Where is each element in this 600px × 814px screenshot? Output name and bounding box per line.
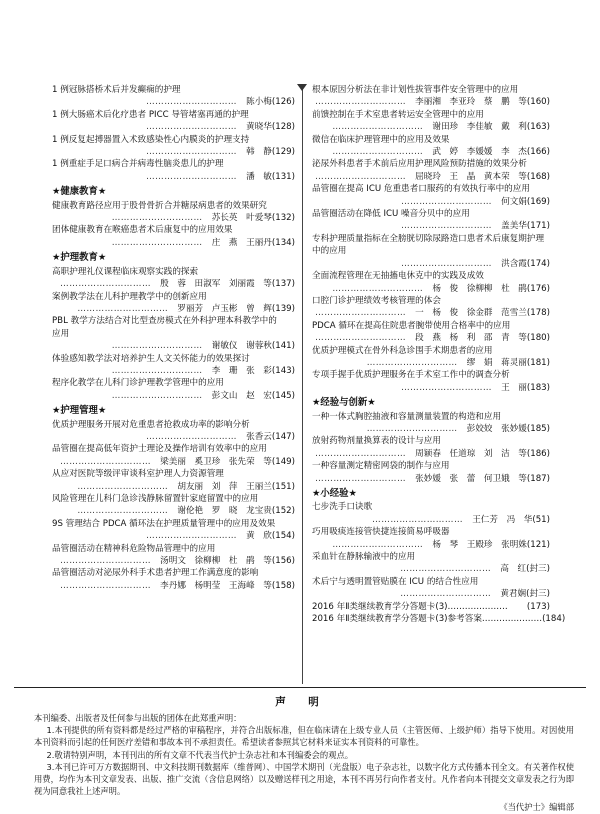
toc-entry-title: 品管圈活动对泌尿外科手术患者护理工作满意度的影响 <box>52 568 259 579</box>
toc-entry-title: 团体健康教育在喉癌患者术后康复中的应用效果 <box>52 225 233 236</box>
toc-entry-title: 1 例冠脉搭桥术后并发癫痫的护理 <box>52 85 181 95</box>
toc-entry <box>312 501 550 526</box>
toc-entry-author: ………………………… 杨 琴 王殿珍 张明姝(121) <box>332 539 550 550</box>
toc-entry-author: ………………………… 庄 燕 王丽丹(134) <box>111 237 295 248</box>
section-heading: ★护理管理★ <box>52 405 107 417</box>
toc-entry-author: ………………………… 罗丽芳 卢玉彬 曾 辉(139) <box>77 303 295 314</box>
toc-entry-title: 一种一体式胸腔抽液和容量测量装置的构造和应用 <box>312 411 502 422</box>
toc-entry-author: ………………………… 高 红(封三) <box>400 564 550 575</box>
toc-entry-title: 高职护理礼仪课程临床观察实践的探索 <box>52 266 199 277</box>
toc-entry-title: 品管圈活动在精神科危险物品管理中的应用 <box>52 543 216 554</box>
toc-entry: 2016 年Ⅱ类继续教育学分答题卡(3) ………………… (173) <box>312 601 550 612</box>
toc-entry <box>52 158 295 183</box>
toc-entry <box>312 411 550 436</box>
toc-entry <box>312 84 550 109</box>
toc-entry-author: ………………………… 一 杨 俊 徐金群 范雪兰(178) <box>315 308 550 319</box>
toc-entry-title: 泌尿外科患者手术前后应用护理风险预防措施的效果分析 <box>312 159 527 170</box>
toc-entry <box>52 200 295 225</box>
toc-entry-title: 体验感知教学法对培养护生人文关怀能力的效果探讨 <box>52 353 250 364</box>
declaration-body <box>34 712 574 814</box>
toc-entry-author: ………………………… 洪含霞(174) <box>401 258 550 269</box>
toc-entry-author: ………………………… 陈小梅(126) <box>146 97 295 108</box>
toc-entry <box>312 435 550 460</box>
toc-entry <box>312 526 550 551</box>
toc-entry-author: ………………………… 李 珊 张 彩(143) <box>111 365 295 376</box>
toc-entry <box>52 543 295 568</box>
declaration-intro: 本刊编委、出版者及任何参与出版的团体在此郑重声明： <box>34 713 242 723</box>
toc-entry-title: 根本原因分析法在非计划性拔管事件安全管理中的应用 <box>312 85 519 95</box>
toc-entry <box>52 291 295 316</box>
toc-entry <box>312 369 550 394</box>
toc-entry <box>312 233 550 270</box>
toc-entry-author: ………………………… 盖美华(171) <box>401 221 550 232</box>
toc-entry-author: ………………………… 谢田珍 李佳敏 戴 利(163) <box>332 122 550 133</box>
top-rule <box>14 687 586 688</box>
declaration-item-3: 3.本刊已许可万方数据期刊、中文科技期刊数据库（维普网）、中国学术期刊（光盘版）电子杂志社，以数字化方式传播本刊全文。有关著作权使用费，均作为本刊文章发表、出版、推广交流（含信息网络）以及赠送样刊之用途，本刊不再另行向作者支付。凡作者向本刊提交文章发表之行为即视为同意我社上述声明。 <box>34 761 574 797</box>
toc-entry-title: 2016 年Ⅱ类继续教育学分答题卡(3)参考答案 <box>312 614 482 625</box>
toc-entry-title: 专科护理质量指标在全膀胱切除尿路造口患者术后康复期护理 <box>312 233 545 244</box>
toc-entry-author: ………………………… 彭姣姣 张妙媛(185) <box>366 423 550 434</box>
declaration-title: 声 明 <box>275 696 325 708</box>
toc-entry-page: (184) <box>542 614 566 625</box>
toc-entry <box>312 320 550 345</box>
toc-entry-title: 案例教学法在儿科护理教学中的创新应用 <box>52 291 207 302</box>
toc-entry-title: 2016 年Ⅱ类继续教育学分答题卡(3) <box>312 601 448 612</box>
toc-entry-title: 采血针在静脉输液中的应用 <box>312 552 416 563</box>
toc-entry-title: 优质护理服务开展对危重患者抢救成功率的影响分析 <box>52 419 250 430</box>
toc-entry-title: 全面流程管理在无抽搐电休克中的实践及成效 <box>312 271 484 282</box>
section-heading: ★护理教育★ <box>52 252 107 264</box>
toc-entry-author: ………………………… 韩 静(129) <box>146 147 295 158</box>
toc-entry-author: ………………………… 苏长英 叶爱琴(132) <box>111 213 295 224</box>
toc-entry-title: 七步洗手口诀歌 <box>312 502 373 513</box>
toc-entry-author: ………………………… 谢伦艳 罗 晓 龙宝贵(152) <box>77 506 295 517</box>
toc-entry-author: ………………………… 王仁芳 冯 华(51) <box>372 514 550 525</box>
toc-entry-title: 微信在临床护理管理中的应用及效果 <box>312 134 450 145</box>
toc-entry-title: 9S 管理结合 PDCA 循环法在护理质量管理中的应用及效果 <box>52 518 276 529</box>
toc-entry-author: ………………………… 黄晓华(128) <box>146 122 295 133</box>
section-heading: ★经验与创新★ <box>312 397 376 409</box>
toc-entry-title: 术后宁与透明置管贴膜在 ICU 的结合性应用 <box>312 576 479 587</box>
toc-entry-title: 口腔门诊护理绩效考核管理的体会 <box>312 295 441 306</box>
toc-entry <box>52 419 295 444</box>
toc-entry <box>312 345 550 370</box>
toc-entry-title: 一种容量测定精密网袋的制作与应用 <box>312 461 450 472</box>
toc-entry-author: ………………………… 缪 娟 蒋灵丽(181) <box>366 357 550 368</box>
toc-entry-title: 前馈控制在手术室患者转运安全管理中的应用 <box>312 109 484 120</box>
toc-entry-title-cont: 应用 <box>52 328 70 339</box>
toc-entry-author: ………………………… 张香云(147) <box>146 431 295 442</box>
toc-entry-author: ………………………… 杨 俊 徐柳柳 杜 鹃(176) <box>332 283 550 294</box>
toc-entry <box>52 468 295 493</box>
toc-entry <box>312 576 550 601</box>
toc-entry <box>312 551 550 576</box>
toc-entry <box>52 134 295 159</box>
toc-entry-author: ………………………… 彭文山 赵 宏(145) <box>111 390 295 401</box>
toc-entry <box>52 377 295 402</box>
toc-entry-title: 健康教育路径应用于股骨骨折合并糖尿病患者的效果研究 <box>52 200 267 211</box>
toc-entry-author: ………………………… 梁美丽 奚卫珍 张先荣 等(149) <box>60 456 295 467</box>
toc-entry-title: 专项手握手优质护理服务在手术室工作中的调查分析 <box>312 370 510 381</box>
toc-entry-author: ………………………… 张妙媛 张 蕾 何卫娥 等(187) <box>315 473 550 484</box>
toc-entry <box>52 493 295 518</box>
toc-entry <box>312 109 550 134</box>
toc-entry <box>52 109 295 134</box>
toc-entry-author: ………………………… 殷 蓉 田淑军 刘丽霞 等(137) <box>60 279 295 290</box>
toc-entry-author: ………………………… 李丽湘 李亚玲 蔡 鹏 等(160) <box>315 97 550 108</box>
divider-arrow <box>297 84 307 91</box>
toc-entry-title: 1 例反复起搏器置入术致感染性心内膜炎的护理支持 <box>52 134 250 145</box>
toc-entry-author: ………………………… 王 丽(183) <box>401 382 550 393</box>
toc-entry <box>312 460 550 485</box>
toc-entry-author: ………………………… 胡友丽 刘 萍 王丽兰(151) <box>77 481 295 492</box>
section-heading: ★小经验★ <box>312 488 357 499</box>
toc-entry <box>52 224 295 249</box>
declaration-item-1: 1.本刊提供的所有资料都是经过严格的审稿程序，并符合出版标准，但在临床请在上级专业人员（主管医师、上级护师）指导下使用。对因使用本刊资料而引起的任何医疗差错和事故本刊不承担责任。希望读者参照其它材料来证实本刊资料的可靠性。 <box>34 725 574 748</box>
toc-entry <box>52 84 295 109</box>
toc-entry <box>52 518 295 543</box>
toc-entry-title-cont: 中的应用 <box>312 246 347 257</box>
column-divider <box>302 84 303 684</box>
toc-entry-title: 品管圈活动在降低 ICU 噪音分贝中的应用 <box>312 209 470 220</box>
toc-entry-author: ………………………… 李丹娜 杨明莹 王海峰 等(158) <box>60 580 295 591</box>
toc-entry <box>52 266 295 291</box>
toc-left-column <box>52 84 295 592</box>
declaration-signature: 《当代护士》编辑部 <box>499 802 574 813</box>
toc-entry-title: 1 例大肠癌术后化疗患者 PICC 导管堵塞再通的护理 <box>52 109 249 120</box>
toc-entry <box>312 270 550 295</box>
toc-entry-author: ………………………… 周颖春 任道琼 刘 洁 等(186) <box>315 448 550 459</box>
toc-entry-author: ………………………… 段 燕 杨 利 邵 青 等(180) <box>315 333 550 344</box>
toc-entry-title: 1 例重症手足口病合并病毒性脑炎患儿的护理 <box>52 159 224 170</box>
toc-entry-title: 巧用吸痰连接管快捷连接简易呼吸器 <box>312 527 450 538</box>
toc-entry <box>312 183 550 208</box>
toc-right-column <box>312 84 566 625</box>
toc-entry-author: ………………………… 潘 敏(131) <box>146 171 295 182</box>
toc-entry-author: ………………………… 汤明文 徐柳柳 杜 鹃 等(156) <box>60 556 295 567</box>
toc-entry-title: 程序化教学在儿科门诊护理教学管理中的应用 <box>52 378 224 389</box>
toc-entry <box>52 567 295 592</box>
toc-entry-author: ………………………… 屈晓玲 王 晶 黄本荣 等(168) <box>315 171 550 182</box>
toc-entry-author: ………………………… 黄 欣(154) <box>146 531 295 542</box>
toc-entry <box>312 208 550 233</box>
toc-entry-author: ………………………… 谢敏仪 谢蓉秋(141) <box>111 341 295 352</box>
toc-entry: 2016 年Ⅱ类继续教育学分答题卡(3)参考答案 ………………… (184) <box>312 614 566 625</box>
toc-entry-page: (173) <box>526 601 550 612</box>
toc-entry-title: 优质护理模式在骨外科急诊围手术期患者的应用 <box>312 345 493 356</box>
toc-entry-title: 品管圈在提高低年资护士理论及操作培训有效率中的应用 <box>52 444 267 455</box>
toc-entry-title: 品管圈在提高 ICU 危重患者口服药的有效执行率中的应用 <box>312 184 530 195</box>
toc-entry <box>312 158 550 183</box>
declaration-item-2: 2.敬请特别声明，本刊刊出的所有文章不代表当代护士杂志社和本刊编委会的观点。 <box>46 749 354 760</box>
toc-entry <box>312 295 550 320</box>
toc-entry <box>52 353 295 378</box>
section-heading: ★健康教育★ <box>52 186 107 198</box>
toc-entry-author: ………………………… 黄君娴(封三) <box>400 589 550 600</box>
toc-entry-author: ………………………… 武 婷 李媛媛 李 杰(166) <box>332 147 550 158</box>
toc-entry-title: PBL 教学方法结合对比型查房模式在外科护理本科教学中的 <box>52 316 277 327</box>
toc-entry <box>52 443 295 468</box>
toc-entry <box>312 134 550 159</box>
toc-entry-title: 从应对医院等级评审谈科室护理人力资源管理 <box>52 469 224 480</box>
toc-entry-title: 放射药物剂量换算表的设计与应用 <box>312 436 441 447</box>
toc-entry-title: 风险管理在儿科门急诊浅静脉留置针家庭留置中的应用 <box>52 494 259 504</box>
toc-entry-author: ………………………… 何文娟(169) <box>401 196 550 207</box>
toc-entry-title: PDCA 循环在提高住院患者腕带使用合格率中的应用 <box>312 320 511 331</box>
toc-entry <box>52 315 295 352</box>
